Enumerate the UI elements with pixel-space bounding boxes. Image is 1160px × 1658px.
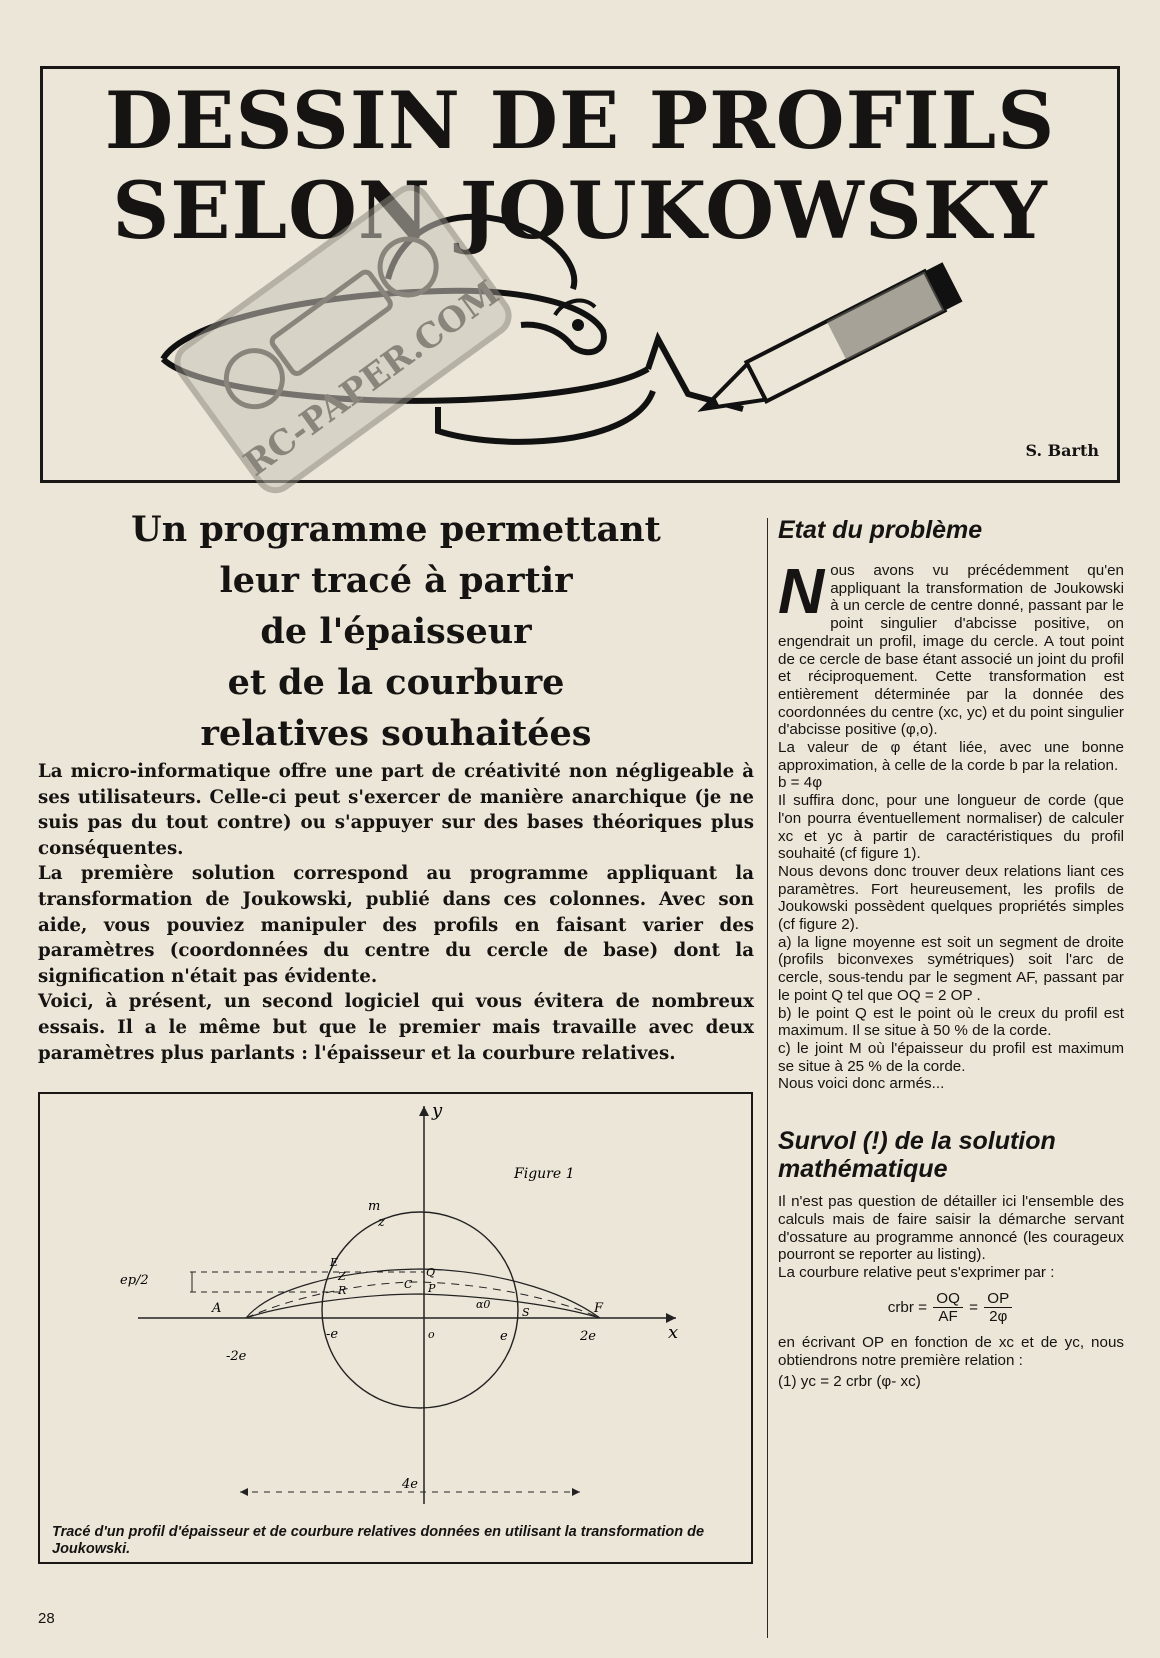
- equation-crbr: crbr = $\frac{OQ}{AF}$ = $\frac{OP}{2\varphi}$: [778, 1290, 1124, 1326]
- paragraph: b) le point Q est le point où le creux du profil est maximum. Il se situe à 50 % de la corde.: [778, 1004, 1124, 1040]
- label-z: z: [378, 1215, 385, 1230]
- label-4e: 4e: [402, 1477, 418, 1492]
- label-m: m: [368, 1199, 381, 1214]
- label-F: F: [594, 1301, 604, 1316]
- figure-1: [38, 1092, 753, 1564]
- dropcap: N: [778, 555, 825, 627]
- right-column: [778, 516, 1124, 1391]
- title-banner: [40, 66, 1120, 483]
- paragraph: Nous devons donc trouver deux relations liant ces paramètres. Fort heureusement, les profils de Joukowski possèdent quelques propriétés simples (cf figure 2).: [778, 862, 1124, 934]
- paragraph: Il suffira donc, pour une longueur de corde (que l'on pourra éventuellement normaliser) de calculer xc et yc à partir de caractéristiques du profil souhaité (cf figure 1).: [778, 792, 1124, 863]
- paragraph: c) le joint M où l'épaisseur du profil est maximum se situe à 25 % de la corde.: [778, 1039, 1124, 1075]
- label-minus-e: -e: [326, 1327, 339, 1342]
- subtitle-line: et de la courbure: [227, 662, 565, 703]
- y-axis-label: y: [432, 1100, 443, 1121]
- section-heading: Etat du problème: [778, 516, 983, 544]
- label-P: P: [428, 1282, 436, 1295]
- subtitle-line: relatives souhaitées: [200, 713, 592, 754]
- equation: (1) yc = 2 crbr (φ- xc): [778, 1373, 921, 1391]
- title-line-1: DESSIN DE PROFILS: [104, 74, 1056, 167]
- watermark-text: RC-PAPER.COM: [236, 272, 507, 485]
- subtitle-line: de l'épaisseur: [260, 611, 532, 652]
- subtitle-line: Un programme permettant: [131, 509, 661, 550]
- x-axis-label: x: [668, 1322, 679, 1343]
- label-C: C: [404, 1278, 413, 1291]
- intro-paragraph: La micro-informatique offre une part de créativité non négligeable à ses utilisateurs. Celle-ci peut s'exercer de manière anarchique (je ne suis pas du tout contre) ou s'appuyer sur des bases théoriques plus conséquentes.: [38, 761, 754, 859]
- figure-title: Figure 1: [514, 1166, 575, 1182]
- section-heading: Survol (!) de la solution mathématique: [778, 1127, 1056, 1184]
- label-origin: o: [428, 1328, 435, 1341]
- column-divider: [767, 518, 768, 1638]
- paragraph: La valeur de φ étant liée, avec une bonne approximation, à celle de la corde b par la relation.: [778, 739, 1124, 774]
- label-ep2: ep/2: [120, 1273, 149, 1288]
- left-column: [38, 504, 754, 1066]
- label-E: E: [330, 1256, 339, 1269]
- paragraph: La courbure relative peut s'exprimer par :: [778, 1263, 1055, 1281]
- intro-paragraph: Voici, à présent, un second logiciel qui vous évitera de nombreux essais. Il a le même but que le premier mais travaille avec deux paramètres plus parlants : l'épaisseur et la courbure relatives.: [38, 991, 754, 1064]
- paragraph: Il n'est pas question de détailler ici l'ensemble des calculs mais de faire saisir la démarche servant d'ossature au programme annoncé (les courageux pourront se reporter au listing).: [778, 1193, 1124, 1264]
- author: S. Barth: [1025, 441, 1099, 460]
- label-minus-2e: -2e: [226, 1349, 247, 1364]
- intro-paragraph: La première solution correspond au programme appliquant la transformation de Joukowski, publié dans ces colonnes. Avec son aide, vous pouviez manipuler des profils en faisant varier des paramètres (coordonnées du centre du cercle de base) dont la signification n'était pas évidente.: [38, 863, 754, 987]
- label-Z: Z: [338, 1270, 346, 1283]
- joukowski-diagram: [40, 1094, 751, 1562]
- subtitle-line: leur tracé à partir: [219, 560, 573, 601]
- label-2e: 2e: [580, 1329, 596, 1344]
- label-R: R: [338, 1284, 347, 1297]
- label-A: A: [212, 1301, 222, 1316]
- paragraph: a) la ligne moyenne est soit un segment de droite (profils biconvexes symétriques) soit l'arc de cercle, sous-tendu par le segment AF, passant par le point Q tel que OQ = 2 OP .: [778, 933, 1124, 1004]
- label-alpha: α0: [476, 1298, 491, 1311]
- page-number: 28: [38, 1610, 55, 1627]
- label-Q: Q: [426, 1266, 436, 1279]
- label-S: S: [522, 1306, 530, 1319]
- title-line-2: SELON JOUKOWSKY: [112, 164, 1048, 257]
- paragraph: en écrivant OP en fonction de xc et de yc, nous obtiendrons notre première relation :: [778, 1334, 1124, 1369]
- label-e: e: [500, 1329, 508, 1344]
- equation: b = 4φ: [778, 774, 823, 792]
- paragraph: ous avons vu précédemment qu'en appliquant la transformation de Joukowski à un cercle de centre donné, passant par le point singulier d'abcisse positive, on engendrait un profil, image du cercle. A tout point de ce cercle de base étant associé un joint du profil et réciproquement. Cette transformation est entièrement déterminée par la donnée des coordonnées du centre (xc, yc) et du point singulier d'abcisse positive (φ,o).: [778, 562, 1124, 739]
- figure-caption: Tracé d'un profil d'épaisseur et de courbure relatives données en utilisant la transformation de Joukowski.: [52, 1524, 705, 1557]
- paragraph: Nous voici donc armés...: [778, 1075, 945, 1093]
